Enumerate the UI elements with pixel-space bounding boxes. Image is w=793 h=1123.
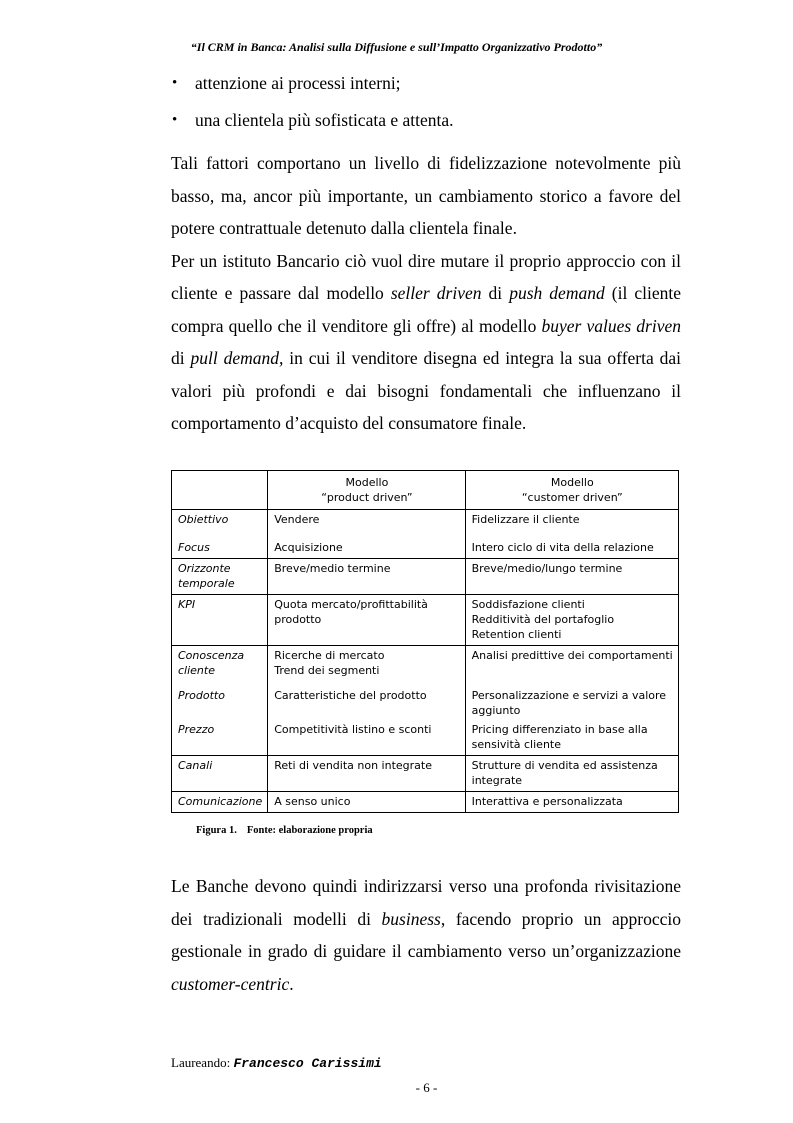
page-number: - 6 - xyxy=(415,1080,438,1095)
text-run: Le Banche devono quindi indirizzarsi verso una profonda rivisitazione dei tradizionali modelli di xyxy=(171,876,681,929)
comparison-table xyxy=(171,470,679,813)
italic-term: buyer values driven xyxy=(541,315,681,336)
customer-driven-cell: Soddisfazione clienti Redditività del portafoglio Retention clienti xyxy=(465,595,678,646)
text-run: . xyxy=(289,973,294,994)
row-label-cell: Comunicazione xyxy=(172,792,268,813)
author-label: Laureando: xyxy=(171,1055,231,1070)
row-label-cell: Obiettivo Focus xyxy=(172,510,268,559)
text-run: (il cliente compra quello che il venditore gli offre) al modello xyxy=(171,283,681,336)
text-run: di xyxy=(171,348,191,368)
paragraph xyxy=(171,870,681,1000)
row-label-cell: KPI xyxy=(172,595,268,646)
product-driven-cell: Quota mercato/profittabilità prodotto xyxy=(268,595,465,646)
table-row xyxy=(172,559,679,595)
product-driven-cell: Vendere Acquisizione xyxy=(268,510,465,559)
customer-driven-cell: Breve/medio/lungo termine xyxy=(465,559,678,595)
table-row xyxy=(172,595,679,646)
figure-caption xyxy=(196,825,373,836)
header-cell-customer-driven: Modello “customer driven” xyxy=(465,471,678,510)
customer-driven-cell: Fidelizzare il cliente Intero ciclo di vita della relazione xyxy=(465,510,678,559)
bullet-text: attenzione ai processi interni; xyxy=(195,73,401,93)
running-header: “Il CRM in Banca: Analisi sulla Diffusione e sull’Impatto Organizzativo Prodotto” xyxy=(190,40,603,54)
text-run: in cui il venditore disegna ed integra la sua offerta dai valori più profondi e dai bisogni fondamentali che influenzano il comportamento d’acquisto del consumatore finale. xyxy=(171,348,682,433)
paragraph xyxy=(171,245,681,440)
page-footer xyxy=(171,1055,382,1071)
row-label-cell: Conoscenza cliente Prodotto Prezzo xyxy=(172,646,268,756)
bullet-text: una clientela più sofisticata e attenta. xyxy=(195,110,454,130)
customer-driven-cell: Strutture di vendita ed assistenza integrate xyxy=(465,756,678,792)
row-label-cell: Canali xyxy=(172,756,268,792)
page-number-wrap xyxy=(0,1080,793,1096)
figure-label: Figura 1. xyxy=(196,825,237,836)
row-label-cell: Orizzonte temporale xyxy=(172,559,268,595)
customer-driven-cell: Interattiva e personalizzata xyxy=(465,792,678,813)
body-text-block xyxy=(171,870,681,1000)
author-name: Francesco Carissimi xyxy=(233,1056,382,1071)
text-run: di xyxy=(481,283,510,303)
product-driven-cell: Breve/medio termine xyxy=(268,559,465,595)
table-row xyxy=(172,510,679,559)
customer-driven-cell: Analisi predittive dei comportamenti Personalizzazione e servizi a valore aggiunto Pricing differenziato in base alla sensività cliente xyxy=(465,646,678,756)
italic-term: push demand xyxy=(509,283,605,303)
italic-term: customer-centric xyxy=(171,973,290,994)
text-run: , facendo proprio un approccio gestionale in grado di guidare il cambiamento verso un’organizzazione xyxy=(171,908,681,961)
body-text-block xyxy=(171,147,681,440)
bullet-icon: • xyxy=(172,75,178,91)
list-item xyxy=(171,72,691,94)
italic-term: seller driven xyxy=(390,283,482,303)
table-header-row xyxy=(172,471,679,510)
header-cell-product-driven: Modello “product driven” xyxy=(268,471,465,510)
table-row xyxy=(172,756,679,792)
figure-caption-text: Fonte: elaborazione propria xyxy=(246,825,373,836)
table-row xyxy=(172,646,679,756)
product-driven-cell: Ricerche di mercato Trend dei segmenti Caratteristiche del prodotto Competitività listino e sconti xyxy=(268,646,465,756)
italic-term: business xyxy=(381,908,441,929)
header-cell-empty xyxy=(172,471,268,510)
product-driven-cell: Reti di vendita non integrate xyxy=(268,756,465,792)
product-driven-cell: A senso unico xyxy=(268,792,465,813)
italic-term: pull demand, xyxy=(190,348,284,368)
text-run: Per un istituto Bancario ciò vuol dire mutare il proprio approccio con il cliente e passare dal modello xyxy=(171,250,681,303)
paragraph: Tali fattori comportano un livello di fidelizzazione notevolmente più basso, ma, ancor più importante, un cambiamento storico a favore del potere contrattuale detenuto dalla clientela finale. xyxy=(171,153,681,238)
table-row xyxy=(172,792,679,813)
bullet-list xyxy=(171,72,691,131)
list-item xyxy=(171,109,691,131)
bullet-icon: • xyxy=(172,112,178,128)
